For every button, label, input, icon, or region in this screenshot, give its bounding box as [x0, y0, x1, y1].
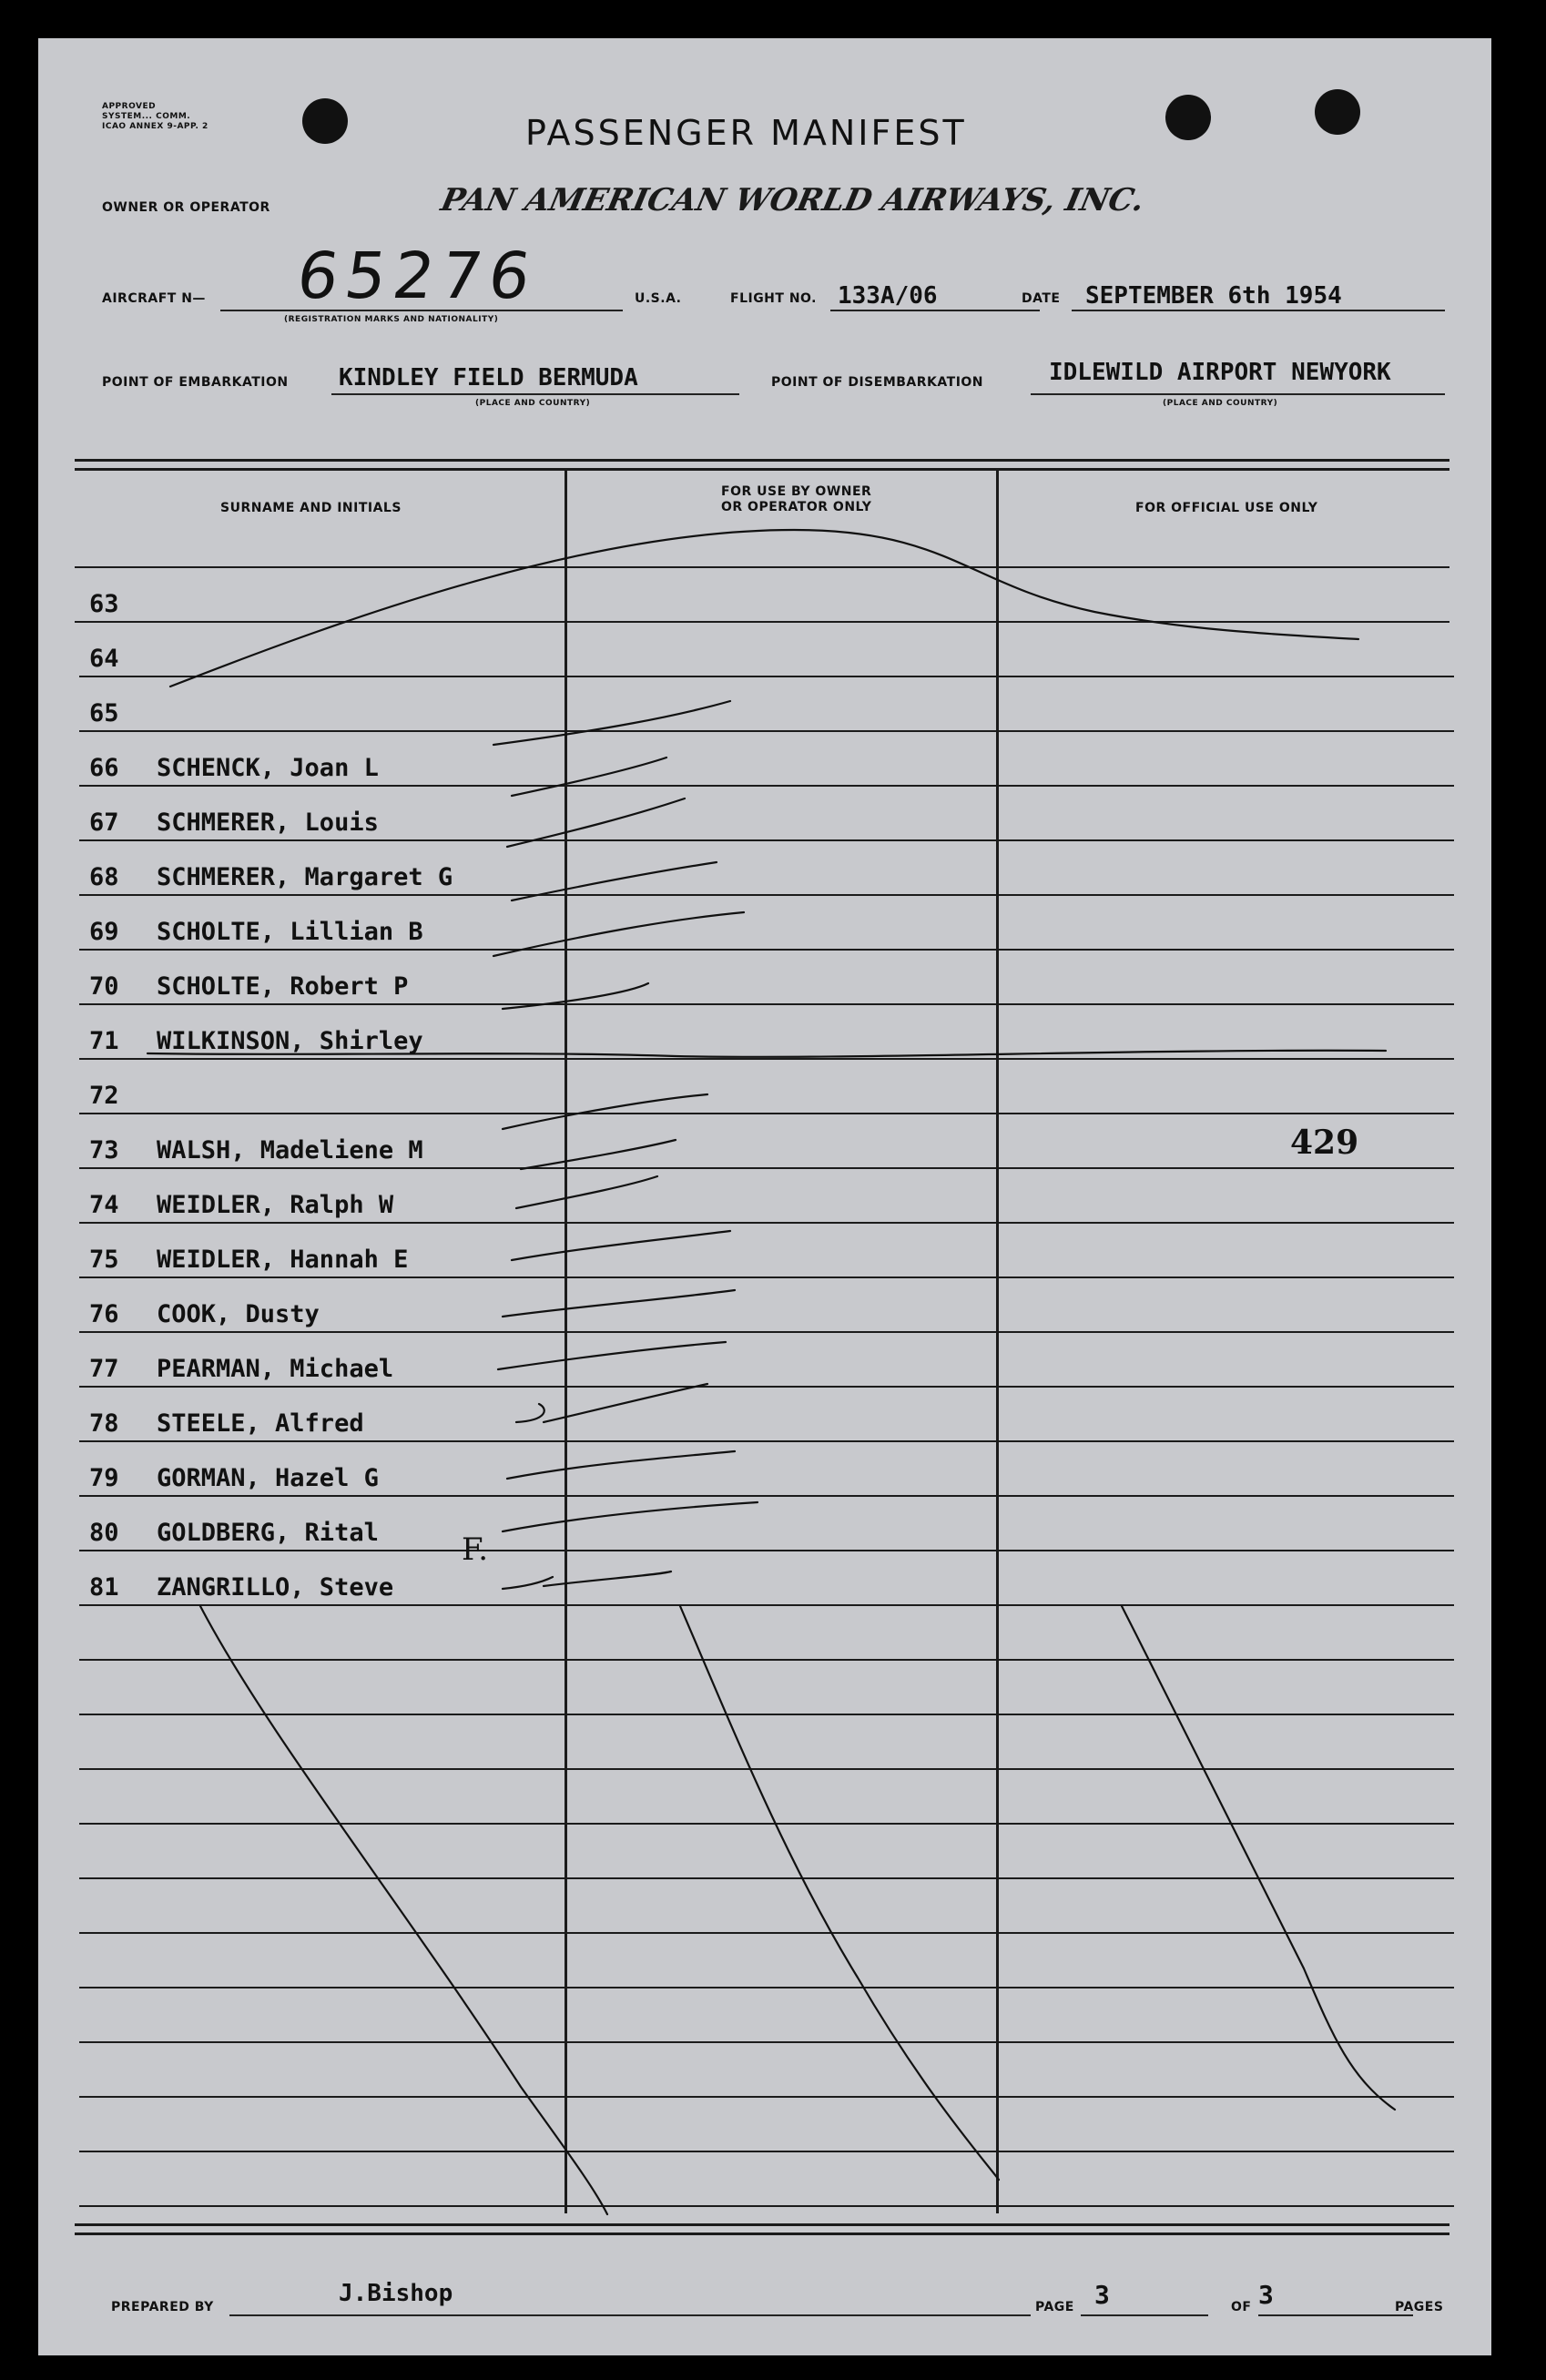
cancel-line-72 [147, 1051, 1386, 1057]
tick-81 [503, 1571, 671, 1589]
row-number: 68 [89, 863, 119, 891]
passenger-name: COOK, Dusty [157, 1300, 320, 1328]
form-title: PASSENGER MANIFEST [525, 113, 967, 153]
passenger-name: GOLDBERG, Rital [157, 1519, 379, 1547]
flight-label: FLIGHT NO. [730, 291, 817, 306]
embark-sub: (PLACE AND COUNTRY) [475, 399, 591, 408]
passenger-name: SCHOLTE, Robert P [157, 972, 409, 1001]
tick-75 [512, 1231, 730, 1260]
approval-stamp-line-2: SYSTEM... COMM. [102, 112, 191, 121]
passenger-name: WALSH, Madeliene M [157, 1136, 423, 1165]
row-number: 72 [89, 1082, 119, 1110]
disembark-sub: (PLACE AND COUNTRY) [1163, 399, 1278, 408]
embark-value: KINDLEY FIELD BERMUDA [339, 364, 638, 392]
tick-66 [493, 701, 730, 745]
passenger-name: STEELE, Alfred [157, 1409, 364, 1438]
tick-74b [516, 1176, 657, 1208]
page-value: 3 [1094, 2280, 1110, 2310]
row-number: 73 [89, 1136, 119, 1165]
aircraft-value: 65276 [292, 239, 543, 313]
tick-71 [503, 983, 648, 1009]
date-label: DATE [1022, 291, 1061, 306]
owner-value: PAN AMERICAN WORLD AIRWAYS, INC. [437, 182, 1148, 219]
of-value: 3 [1258, 2280, 1274, 2310]
passenger-name: SCHMERER, Louis [157, 809, 379, 837]
tick-76 [503, 1290, 735, 1317]
passenger-name: PEARMAN, Michael [157, 1355, 394, 1383]
void-line-column-1 [200, 1606, 607, 2214]
tick-68 [507, 798, 685, 847]
of-underline [1258, 2314, 1413, 2316]
date-value: SEPTEMBER 6th 1954 [1085, 282, 1342, 310]
tick-70 [493, 912, 744, 956]
owner-label: OWNER OR OPERATOR [102, 200, 270, 215]
row-number: 66 [89, 754, 119, 782]
tick-69 [512, 862, 717, 900]
row-number: 67 [89, 809, 119, 837]
table-bottom-line-1 [75, 2223, 1449, 2226]
official-number: 429 [1290, 1124, 1359, 1162]
row-number: 65 [89, 699, 119, 727]
row-number: 69 [89, 918, 119, 946]
manifest-sheet [38, 38, 1491, 2355]
page-label: PAGE [1035, 2300, 1074, 2314]
pages-label: PAGES [1395, 2300, 1444, 2314]
prepared-underline [229, 2314, 1031, 2316]
passenger-name: SCHENCK, Joan L [157, 754, 379, 782]
tick-77 [498, 1342, 726, 1369]
cancel-curve [170, 530, 1358, 687]
row-number: 75 [89, 1246, 119, 1274]
passenger-name: ZANGRILLO, Steve [157, 1573, 394, 1602]
passenger-name: SCHOLTE, Lillian B [157, 918, 423, 946]
row-number: 79 [89, 1464, 119, 1492]
tick-67 [512, 758, 666, 796]
approval-stamp-line-3: ICAO ANNEX 9-APP. 2 [102, 122, 209, 131]
prepared-value: J.Bishop [339, 2280, 453, 2307]
passenger-name: WEIDLER, Hannah E [157, 1246, 409, 1274]
passenger-name: WILKINSON, Shirley [157, 1027, 423, 1055]
row-number: 71 [89, 1027, 119, 1055]
tick-74 [521, 1140, 676, 1169]
row-number: 76 [89, 1300, 119, 1328]
passenger-name: SCHMERER, Margaret G [157, 863, 453, 891]
handwritten-initial: F. [462, 1531, 489, 1568]
column-header-owner-line-1: FOR USE BY OWNER [721, 484, 872, 499]
row-number: 70 [89, 972, 119, 1001]
disembark-value: IDLEWILD AIRPORT NEWYORK [1049, 359, 1391, 386]
passenger-name: WEIDLER, Ralph W [157, 1191, 394, 1219]
row-number: 77 [89, 1355, 119, 1383]
column-header-official: FOR OFFICIAL USE ONLY [1135, 501, 1318, 515]
row-number: 64 [89, 645, 119, 673]
row-number: 74 [89, 1191, 119, 1219]
tick-80 [503, 1502, 758, 1531]
approval-stamp-line-1: APPROVED [102, 102, 157, 111]
aircraft-sub: (REGISTRATION MARKS AND NATIONALITY) [284, 315, 499, 324]
prepared-label: PREPARED BY [111, 2300, 214, 2314]
tick-78 [516, 1384, 707, 1422]
row-number: 63 [89, 590, 119, 618]
disembark-label: POINT OF DISEMBARKATION [771, 375, 984, 390]
embark-label: POINT OF EMBARKATION [102, 375, 289, 390]
aircraft-label: AIRCRAFT N— [102, 291, 206, 306]
pen-marks [38, 38, 1491, 2355]
row-number: 80 [89, 1519, 119, 1547]
row-number: 78 [89, 1409, 119, 1438]
tick-79 [507, 1451, 735, 1479]
usa-label: U.S.A. [635, 291, 682, 306]
of-label: OF [1231, 2300, 1252, 2314]
void-line-column-2 [680, 1606, 999, 2180]
void-line-column-3 [1122, 1606, 1395, 2110]
tick-73 [503, 1094, 707, 1129]
column-header-surname: SURNAME AND INITIALS [220, 501, 402, 515]
page-underline [1081, 2314, 1208, 2316]
passenger-name: GORMAN, Hazel G [157, 1464, 379, 1492]
row-number: 81 [89, 1573, 119, 1602]
column-header-owner-line-2: OR OPERATOR ONLY [721, 500, 872, 514]
table-bottom-line-2 [75, 2233, 1449, 2235]
flight-value: 133A/06 [838, 282, 938, 310]
